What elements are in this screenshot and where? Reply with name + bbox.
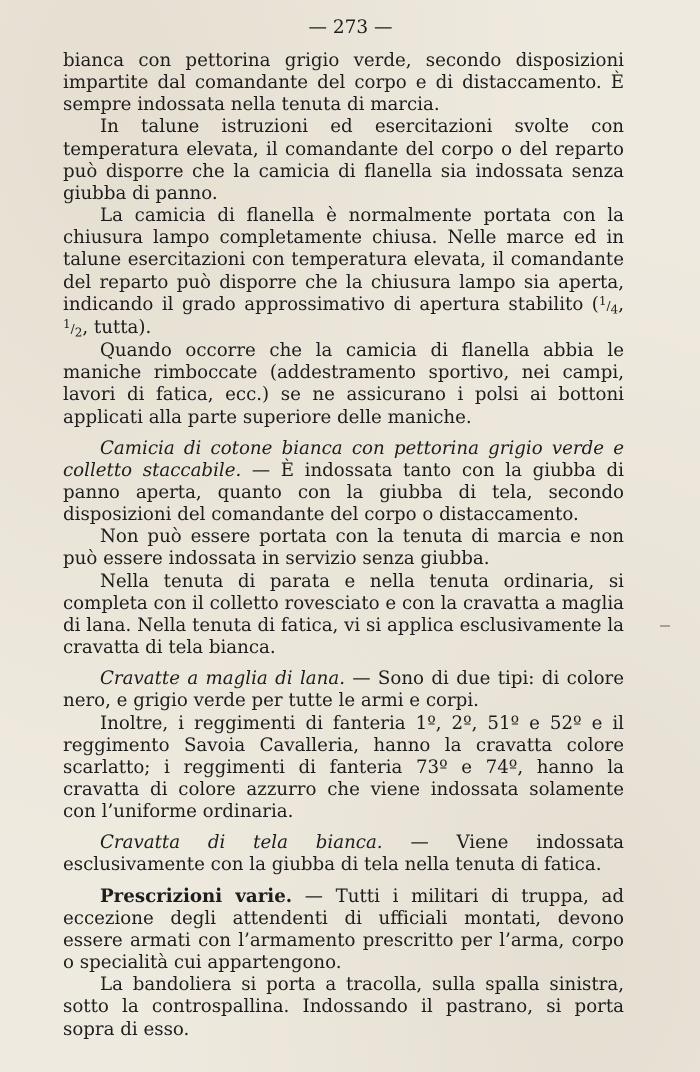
fraction-one-half-denominator: 2: [74, 325, 83, 340]
paragraph-3-end: , tutta).: [82, 316, 152, 338]
fraction-one-quarter: $^1/_4$: [598, 293, 619, 317]
section-heading-cravatta-tela: Cravatta di tela bianca.: [100, 832, 383, 854]
fraction-one-quarter-numerator: 1: [598, 293, 607, 308]
paragraph-11: [63, 886, 624, 975]
paragraph-5-text: — È indossata tanto con la giubba di panno aperta, quanto con la giubba di tela, secondo disposizioni del comandante del corpo o distaccamento.: [63, 459, 624, 526]
paragraph-2-text: In talune istruzioni ed esercitazioni svolte con temperatura elevata, il comandante del corpo o del reparto può disporre che la camicia di flanella sia indossata senza giubba di panno.: [63, 116, 624, 204]
section-heading-prescrizioni: Prescrizioni varie.: [100, 885, 293, 907]
paragraph-4: [63, 340, 624, 429]
paragraph-5: [63, 438, 624, 527]
body-text: [63, 50, 624, 1041]
fraction-one-half-numerator: 1: [63, 316, 71, 331]
paragraph-11-text: — Tutti i militari di truppa, ad eccezione degli attendenti di ufficiali montati, devono essere armati con l’armamento prescritto per l’arma, corpo o specialità cui appartengono.: [63, 885, 624, 974]
paragraph-8: [63, 668, 624, 712]
fraction-one-quarter-denominator: 4: [610, 302, 619, 317]
paragraph-9-text: Inoltre, i reggimenti di fanteria 1º, 2º, 51º e 52º e il reggimento Savoia Cavalleria, hanno la cravatta colore scarlatto; i reggimenti di fanteria 73º e 74º, hanno la cravatta di colore azzurro che viene indossata solamente con l’uniforme ordinaria.: [63, 712, 624, 823]
paragraph-1: [63, 50, 624, 116]
paragraph-3-text: La camicia di flanella è normalmente portata con la chiusura lampo completamente chiusa. Nelle marce ed in talune esercitazioni con temperatura elevata, il comandante del reparto può disporre che la chiusura lampo sia aperta, indicando il grado approssimativo di apertura stabilito (: [63, 205, 624, 315]
paragraph-1-text: bianca con pettorina grigio verde, secondo disposizioni impartite dal comandante del corpo e di distaccamento. È sempre indossata nella tenuta di marcia.: [63, 50, 624, 116]
paragraph-10-text: — Viene indossata esclusivamente con la giubba di tela nella tenuta di fatica.: [63, 832, 624, 876]
paragraph-6: [63, 526, 624, 570]
paragraph-7-text: Nella tenuta di parata e nella tenuta ordinaria, si completa con il colletto rovesciato e con la cravatta a maglia di lana. Nella tenuta di fatica, vi si applica esclusivamente la cravatta di tela bianca.: [63, 570, 624, 659]
paragraph-8-text: — Sono di due tipi: di colore nero, e grigio verde per tutte le armi e corpi.: [63, 668, 624, 712]
fraction-one-half: $^1/_2$: [63, 316, 83, 340]
paragraph-7: [63, 571, 624, 660]
paragraph-12-text: La bandoliera si porta a tracolla, sulla spalla sinistra, sotto la controspallina. Indossando il pastrano, si porta sopra di esso.: [63, 974, 624, 1040]
paragraph-12: [63, 974, 624, 1040]
paragraph-2: [63, 116, 624, 205]
margin-dash-mark: [660, 625, 670, 627]
paragraph-6-text: Non può essere portata con la tenuta di marcia e non può essere indossata in servizio senza giubba.: [63, 526, 624, 570]
paragraph-4-text: Quando occorre che la camicia di flanella abbia le maniche rimboccate (addestramento sportivo, nei campi, lavori di fatica, ecc.) se ne assicurano i polsi ai bottoni applicati alla parte superiore delle maniche.: [63, 340, 624, 428]
paragraph-3-separator: ,: [618, 293, 624, 315]
paragraph-3: [63, 205, 624, 340]
section-heading-cravatte-lana: Cravatte a maglia di lana.: [100, 668, 345, 690]
paragraph-10: [63, 832, 624, 876]
paragraph-9: [63, 713, 624, 824]
section-heading-camicia-cotone: Camicia di cotone bianca con pettorina grigio verde e colletto staccabile.: [63, 437, 624, 481]
page-number: — 273 —: [308, 17, 393, 38]
